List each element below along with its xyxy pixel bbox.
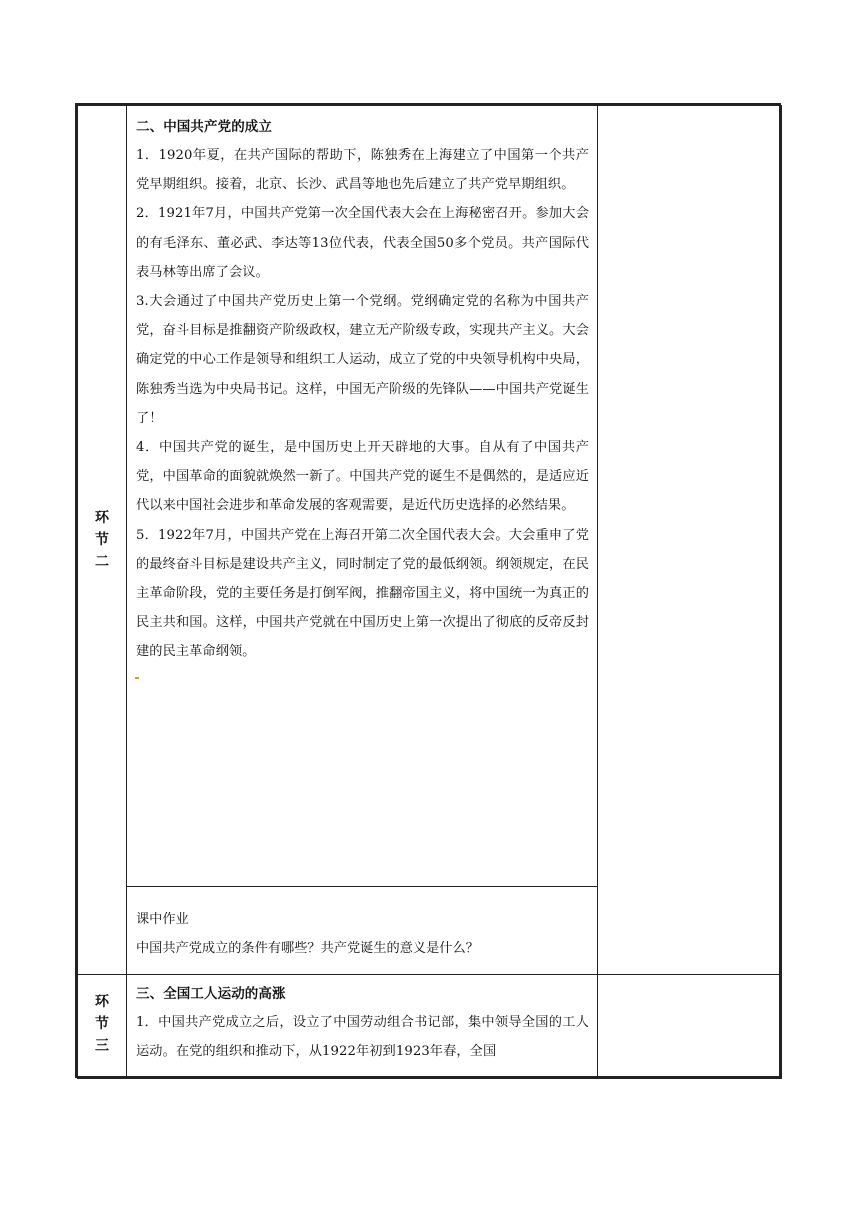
label-char: 环 <box>95 994 109 1010</box>
paragraph-1: 1．1920年夏，在共产国际的帮助下，陈独秀在上海建立了中国第一个共产党早期组织。接着，北京、长沙、武昌等地也先后建立了共产党早期组织。 <box>136 148 589 193</box>
section3-notes-cell <box>598 975 782 1079</box>
paragraph-4: 4．中国共产党的诞生，是中国历史上开天辟地的大事。自从有了中国共产党，中国革命的面貌就焕然一新了。中国共产党的诞生不是偶然的，是适应近代以来中国社会进步和革命发展的客观需要，是近代历史选择的必然结果。 <box>136 440 589 514</box>
paragraph-5: 5．1922年7月，中国共产党在上海召开第二次全国代表大会。大会重申了党的最终奋斗目标是建设共产主义，同时制定了党的最低纲领。纲领规定，在民主革命阶段，党的主要任务是打倒军阀，推翻帝国主义，将中国统一为真正的民主共和国。这样，中国共产党就在中国历史上第一次提出了彻底的反帝反封建的民主革命纲领。 <box>136 527 589 660</box>
section2-heading: 二、中国共产党的成立 <box>136 119 272 135</box>
label-char: 环 <box>95 510 109 526</box>
section2-row <box>78 106 782 887</box>
section2-label <box>78 106 127 975</box>
lesson-plan-table <box>77 105 782 1079</box>
homework-cell <box>127 887 598 975</box>
label-char: 二 <box>95 554 109 570</box>
section3-paragraph-1: 1．中国共产党成立之后，设立了中国劳动组合书记部，集中领导全国的工人运动。在党的组织和推动下，从1922年初到1923年春，全国 <box>136 1015 589 1060</box>
section3-heading: 三、全国工人运动的高涨 <box>136 986 286 1002</box>
label-char: 节 <box>95 1016 109 1032</box>
homework-title: 课中作业 <box>136 912 189 927</box>
edit-mark <box>135 677 139 679</box>
section2-content-cell <box>127 106 598 887</box>
section3-content-cell <box>127 975 598 1079</box>
homework-question: 中国共产党成立的条件有哪些？共产党诞生的意义是什么？ <box>136 941 479 956</box>
label-char: 节 <box>95 532 109 548</box>
paragraph-3: 3.大会通过了中国共产党历史上第一个党纲。党纲确定党的名称为中国共产党，奋斗目标是推翻资产阶级政权，建立无产阶级专政，实现共产主义。大会确定党的中心工作是领导和组织工人运动，成立了党的中央领导机构中央局，陈独秀当选为中央局书记。这样，中国无产阶级的先锋队——中国共产党诞生了！ <box>136 294 589 426</box>
label-char: 三 <box>95 1038 109 1054</box>
section3-row <box>78 975 782 1079</box>
section3-label <box>78 975 127 1079</box>
blank-line <box>136 667 589 689</box>
paragraph-2: 2．1921年7月，中国共产党第一次全国代表大会在上海秘密召开。参加大会的有毛泽东、董必武、李达等13位代表，代表全国50多个党员。共产国际代表马林等出席了会议。 <box>136 206 589 280</box>
section2-notes-cell <box>598 106 782 975</box>
